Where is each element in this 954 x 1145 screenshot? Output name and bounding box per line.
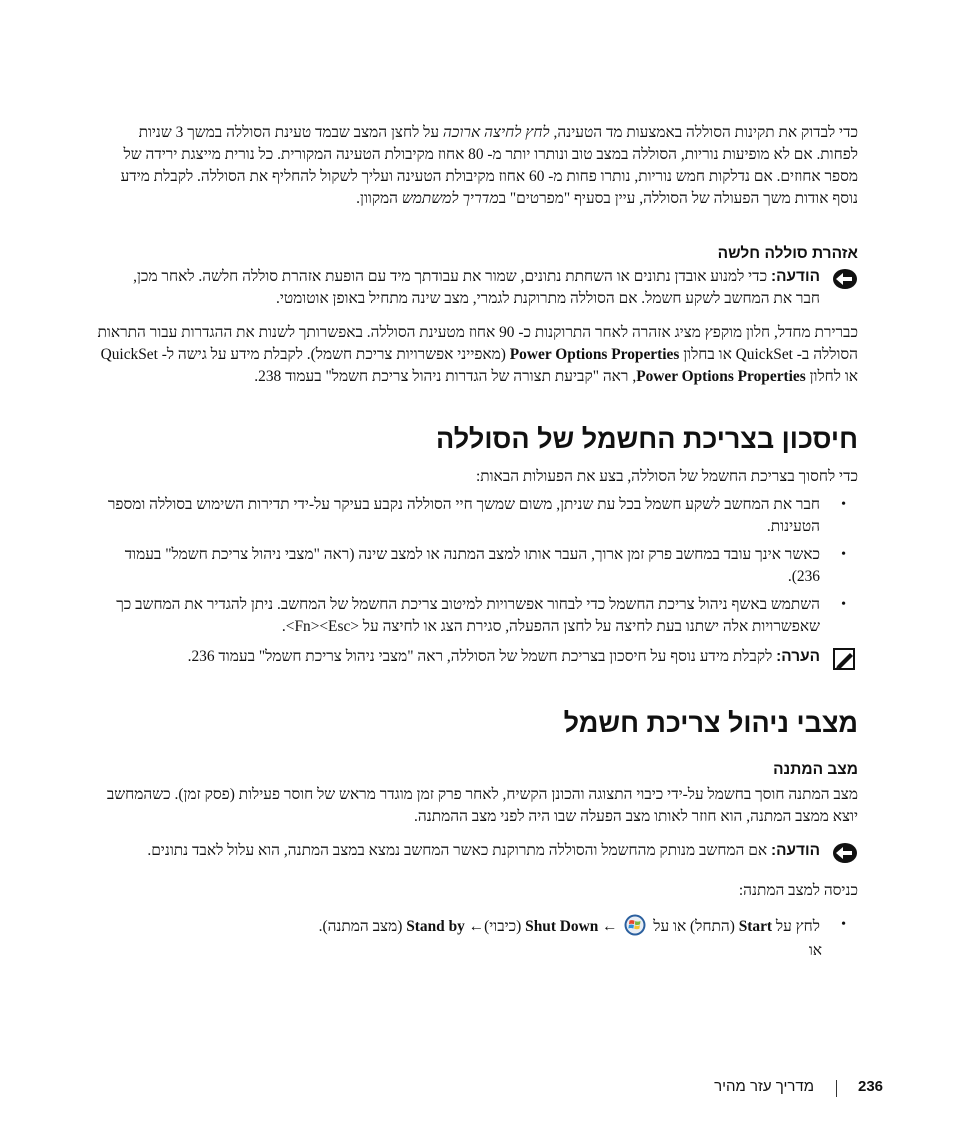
list-item-text: כאשר אינך עובד במחשב פרק זמן ארוך, העבר אותו למצב המתנה או למצב שינה (ראה "מצבי ניהול צריכת חשמל" בעמוד 236). xyxy=(124,546,820,585)
text-run: (מאפייני אפשרויות צריכת חשמל). לקבלת מידע על גישה ל- QuickSet או לחלון xyxy=(100,346,858,385)
italic-run: לחץ לחיצה ארוכה xyxy=(442,124,550,141)
text-run: כברירת מחדל, חלון מוקפץ מציג אזהרה לאחר התרוקנות כ- 90 אחוז מטעינת הסוללה. באפשרותך לשנות את ההגדרות עבור התראות הסוללה ב- QuickSet או בחלון xyxy=(97,324,858,363)
conserve-list xyxy=(96,494,858,638)
power-options-bold: Power Options Properties xyxy=(636,368,806,385)
text-run: (כיבוי) xyxy=(484,918,522,935)
bullet-dot: • xyxy=(841,597,846,612)
list-item-text: השתמש באשף ניהול צריכת החשמל כדי לבחור אפשרויות למיטוב צריכת החשמל של המחשב. ניתן להגדיר את המחשב כך שאפשרויות אלה ישתנו בעת לחיצה על לחצן ההפעלה, סגירת הצג או לחיצה על <Fn><Esc>. xyxy=(116,596,820,635)
text-run: , ראה "קביעת תצורה של הגדרות ניהול צריכת חשמל" בעמוד 238. xyxy=(254,368,637,385)
standby-bold: Stand by xyxy=(406,918,465,935)
windows-start-icon xyxy=(624,914,646,936)
page-number: 236 xyxy=(858,1078,884,1095)
notice-hand-icon xyxy=(832,842,858,864)
list-item xyxy=(96,494,858,538)
standby-steps xyxy=(96,914,858,938)
power-modes-heading: מצבי ניהול צריכת חשמל xyxy=(563,708,858,738)
note-conserve xyxy=(132,646,858,668)
text-run: (התחל) או על xyxy=(653,918,735,935)
notice-text: אם המחשב מנותק מהחשמל והסוללה מתרוקנת כאשר המחשב נמצא במצב המתנה, הוא עלול לאבד נתונים. xyxy=(147,842,768,859)
bullet-dot: • xyxy=(841,917,846,932)
users-guide-italic: מדריך למשתמש xyxy=(401,190,499,207)
battery-alarm-paragraph xyxy=(96,322,858,388)
text-run: (מצב המתנה). xyxy=(318,918,403,935)
notice-hand-icon xyxy=(832,268,858,290)
enter-standby-label: כניסה למצב המתנה: xyxy=(738,882,858,899)
notice-label: הודעה: xyxy=(770,268,820,285)
arrow-icon: ← xyxy=(468,918,485,935)
text-run: כדי לבדוק את תקינות הסוללה באמצעות מד הטעינה, xyxy=(553,124,858,141)
list-item xyxy=(96,594,858,638)
or-label: או xyxy=(808,942,822,959)
text-run: על לחצן המצב שבמד טעינת הסוללה במשך 3 שניות לפחות. אם לא מופיעות נוריות, הסוללה במצב טוב ונותרו יותר מ- 80 אחוז מקיבולת הטעינה המקורית. כל נורית מייצגת ירידה של מספר אחוזים. אם נדלקות חמש נוריות, נותרו פחות מ- 60 אחוז מקיבולת הטעינה ועליך לשקול להחליף את הסוללה. לקבלת מידע נוסף אודות משך הפעולה של הסוללה, עיין בסעיף "מפרטים" ב xyxy=(120,124,858,207)
text-run: המקוון. xyxy=(356,190,399,207)
power-options-bold: Power Options Properties xyxy=(509,346,680,363)
start-bold: Start xyxy=(738,918,773,935)
list-item xyxy=(96,914,858,938)
document-page xyxy=(96,122,858,962)
note-text: לקבלת מידע נוסף על חיסכון בצריכת חשמל של הסוללה, ראה "מצבי ניהול צריכת חשמל" בעמוד 236. xyxy=(187,648,773,665)
standby-heading: מצב המתנה xyxy=(773,761,858,778)
list-item xyxy=(96,544,858,588)
standby-paragraph: מצב המתנה חוסך בחשמל על-ידי כיבוי התצוגה והכונן הקשיח, לאחר פרק זמן מוגדר מראש של חוסר פעילות (פסק זמן). כשהמחשב יוצא ממצב המתנה, הוא חוזר לאותו מצב הפעלה שבו היה לפני מצב ההמתנה. xyxy=(106,786,858,825)
notice-text: כדי למנוע אובדן נתונים או השחתת נתונים, שמור את עבודתך מיד עם הופעת אזהרת סוללה חלשה. לאחר מכן, חבר את המחשב לשקע חשמל. אם הסוללה מתרוקנת לגמרי, מצב שינה מתחיל באופן אוטומטי. xyxy=(133,268,820,307)
conserve-heading: חיסכון בצריכת החשמל של הסוללה xyxy=(436,424,858,454)
bullet-dot: • xyxy=(841,547,846,562)
conserve-intro: כדי לחסוך בצריכת החשמל של הסוללה, בצע את הפעולות הבאות: xyxy=(475,468,858,485)
low-battery-heading: אזהרת סוללה חלשה xyxy=(717,245,858,262)
battery-check-paragraph xyxy=(96,122,858,210)
footer-divider xyxy=(836,1080,837,1097)
notice-standby xyxy=(132,840,858,862)
notice-label: הודעה: xyxy=(770,842,820,859)
note-pencil-icon xyxy=(832,648,858,670)
text-run: לחץ על xyxy=(775,918,820,935)
bullet-dot: • xyxy=(841,497,846,512)
note-label: הערה: xyxy=(776,648,820,665)
arrow-icon: ← xyxy=(602,918,618,935)
list-item-text: חבר את המחשב לשקע חשמל בכל עת שניתן, משום שמשך חיי הסוללה נקבע בעיקר על-ידי תדירות השימוש בסוללה ומספר הטעינות. xyxy=(107,496,820,535)
footer-title: מדריך עזר מהיר xyxy=(714,1078,814,1095)
notice-low-battery xyxy=(132,266,858,310)
shutdown-bold: Shut Down xyxy=(525,918,599,935)
